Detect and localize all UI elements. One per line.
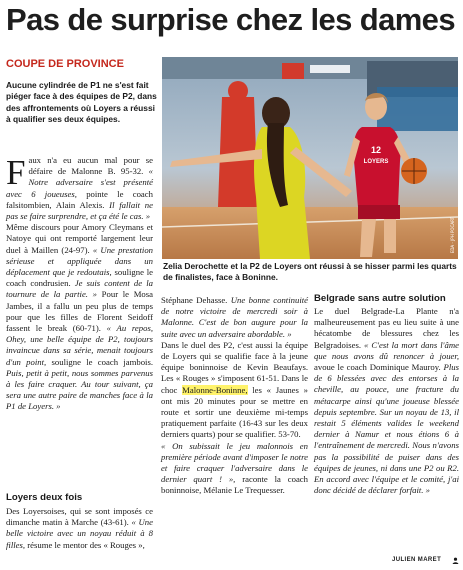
quote-run: Il fallait ne pas se faire surprendre, et ça été le cas. » — [6, 199, 154, 222]
text-run: Des Loyersoises, qui se sont imposés ce dimanche matin à Marche (43-61). — [6, 506, 153, 528]
text-run: Le duel Belgrade-La Plante n'a malheureusement pas eu lieu suite à une hécatombe de blessures chez les Belgradoises. — [314, 306, 459, 350]
text-run: souligne le coach condrusien. — [6, 267, 153, 289]
paragraph — [161, 295, 308, 340]
text-run: Stéphane Dehasse. — [161, 295, 231, 305]
text-run: Même discours pour Amory Cleymans et Natoye qui ont remporté largement leur duel à Maillen (24-97). — [6, 222, 153, 255]
text-run: Pour le Mosa Jambes, il a fallu un peu plus de temps pour que les filles de Florent Seidoff fassent le break (60-71). — [6, 289, 153, 334]
quote-run: « On subissait le jeu malonnois en première période avant d'imposer le notre et faire craquer l'adversaire dans le dernier quart ! », — [161, 440, 308, 485]
quote-run: Puis, petit à petit, nous sommes parvenus à les faire craquer. Au tour suivant, ça sera une autre paire de manches face à la P1 de Loyers. » — [6, 367, 153, 412]
quote-run: « C'est la mort dans l'âme que nous avons dû renoncer à jouer, — [314, 339, 459, 361]
quote-run: Une bonne continuité de notre victoire de mercredi soir à Malonne. C'est de bon augure pour la suite avec un adversaire abordable. » — [161, 295, 309, 339]
section-kicker: COUPE DE PROVINCE — [6, 58, 124, 70]
quote-run: Je suis content de la tournure de la partie. » — [6, 278, 153, 300]
text-run: pointe le coach falsitombien, Alain Alexis. — [6, 188, 153, 210]
text-run: Dans le duel des P2, c'est aussi la équipe de Loyers qui se qualifie face à la jeune équipe boninnoise de Kevin Beaufays. Les « Rouges » s'imposent 61-51. Dans le choc — [161, 339, 308, 395]
quote-run: « Une prestation sérieuse et appliquée dans un déplacement que je redoutais, — [6, 244, 154, 278]
headline: Pas de surprise chez les dames — [6, 2, 455, 37]
paragraph — [6, 222, 153, 412]
text-run: avoue le coach Dominique Mauroy. — [314, 362, 444, 373]
quote-run: « Au repos, Ohey, une belle équipe de P2, toujours invaincue dans sa série, menait toujours d'un point, — [6, 323, 153, 367]
drop-cap: F — [6, 153, 26, 192]
jersey-text: LOYERS — [363, 159, 389, 165]
article-column-2 — [161, 295, 308, 497]
text-run: les « Jaunes » ont mis 20 minutes pour se mettre en route et sortir une deuxième mi-temps pratiquement parfaite (16-43 sur les deux derniers quarts) pour se qualifier. 53-70. — [161, 384, 308, 440]
lede: Aucune cylindrée de P1 ne s'est fait piéger face à des équipes de P2, dans des affrontements où Loyers a réussi à qualifier ses deux équipes. — [6, 80, 157, 125]
text-run: résume le mentor des « Rouges », — [27, 539, 145, 550]
text-run: aux n'a eu aucun mal pour se défaire de Malonne B. 95-32. — [28, 155, 153, 177]
photo-illustration — [162, 57, 458, 259]
article-column-1 — [6, 155, 153, 413]
subhead-belgrade: Belgrade sans autre solution — [314, 293, 446, 304]
paragraph — [161, 441, 308, 497]
basketball-photo — [162, 57, 458, 259]
photo-caption: Zelia Derochette et la P2 de Loyers ont réussi à se hisser parmi les quarts de finalistes, face à Boninne. — [163, 261, 457, 283]
text-run: souligne le coach jambois. — [51, 356, 153, 367]
quote-run: « Notre adversaire s'est présenté avec 6 joueuses, — [6, 166, 153, 199]
text-run: raconte la coach boninnoise, Mélanie Le Trequesser. — [161, 474, 309, 496]
author-icon — [452, 557, 459, 564]
article-column-1-bottom — [6, 506, 153, 551]
highlighted-text: Malonne-Boninne, — [182, 384, 248, 395]
article-column-3 — [314, 306, 459, 496]
paragraph — [161, 340, 308, 441]
photo-credit: EDA - JPH POCART — [450, 216, 455, 253]
jersey-number: 12 — [370, 145, 382, 155]
paragraph — [6, 155, 153, 222]
subhead-loyers: Loyers deux fois — [6, 492, 83, 503]
quote-run: « Une belle victoire avec un noyau réduit à 8 filles, — [6, 517, 153, 550]
paragraph — [314, 306, 459, 496]
byline: JULIEN MARET — [392, 557, 442, 563]
quote-run: Plus de 6 blessées avec des entorses à la cheville, au pouce, une fracture du métacarpe ainsi qu'une joueuse blessée depuis septembre. Sur un noyau de 13, il restait 5 éléments valides le weekend dernier à Namur et nous étions 6 à l'entraînement de mercredi. Nous n'avons pas la possibilité de puiser dans des équipes de jeunes, ni dans une P2 ou R2. En accord avec l'équipe et le comité, j'ai donc décidé de déclarer forfait. » — [314, 362, 459, 496]
